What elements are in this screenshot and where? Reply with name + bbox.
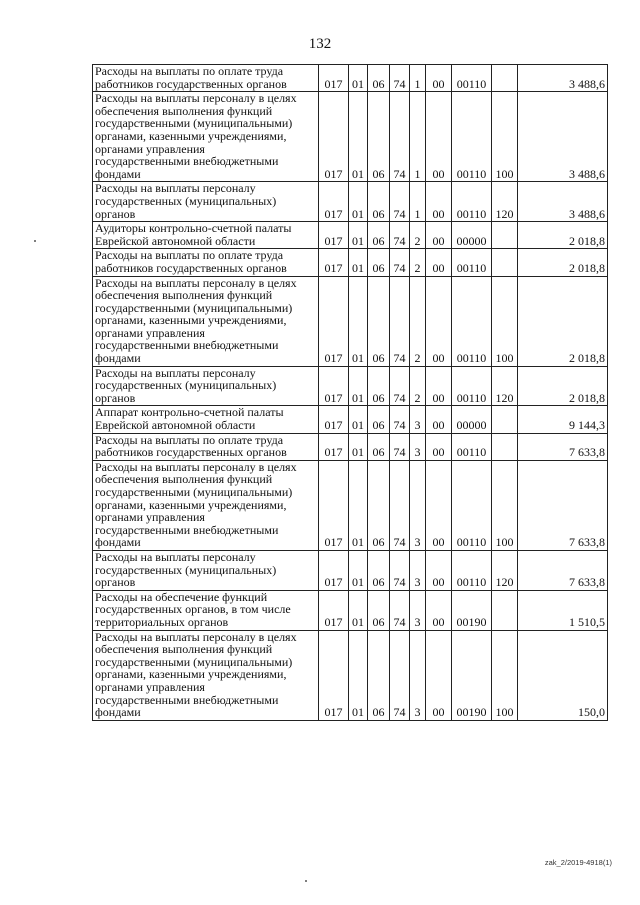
- item-name-line: органами управления: [95, 679, 205, 694]
- item-name-line: обеспечения выполнения функций: [95, 103, 273, 118]
- subprogram-cell: 1: [410, 65, 426, 92]
- margin-mark: [34, 240, 36, 242]
- item-name-line: органов: [95, 206, 136, 221]
- admin-cell: 017: [319, 366, 349, 406]
- amount-cell: 9 144,3: [518, 406, 608, 433]
- subsection-cell: 06: [368, 222, 390, 249]
- item-name-line: Расходы на выплаты по оплате труда: [95, 248, 284, 263]
- expense-type-cell: 100: [492, 276, 518, 366]
- amount-cell: 3 488,6: [518, 92, 608, 182]
- admin-cell: 017: [319, 182, 349, 222]
- admin-cell: 017: [319, 222, 349, 249]
- group-cell: 00: [426, 550, 452, 590]
- item-name-line: государственными (муниципальными): [95, 654, 293, 669]
- subsection-cell: 06: [368, 630, 390, 720]
- item-name-line: государственными внебюджетными: [95, 522, 279, 537]
- admin-cell: 017: [319, 406, 349, 433]
- amount-cell: 2 018,8: [518, 366, 608, 406]
- amount-cell: 2 018,8: [518, 249, 608, 276]
- item-name-line: органов: [95, 390, 136, 405]
- item-name-cell: [93, 406, 319, 433]
- section-cell: 01: [349, 550, 368, 590]
- section-cell: 01: [349, 222, 368, 249]
- table-row: [93, 550, 608, 590]
- item-name-line: государственных (муниципальных): [95, 193, 277, 208]
- item-name-line: обеспечения выполнения функций: [95, 642, 273, 657]
- item-name-line: Расходы на выплаты персоналу в целях: [95, 460, 297, 474]
- table-row: [93, 406, 608, 433]
- amount-cell: 1 510,5: [518, 590, 608, 630]
- group-cell: 00: [426, 406, 452, 433]
- direction-cell: 00190: [452, 630, 492, 720]
- group-cell: 00: [426, 590, 452, 630]
- subsection-cell: 06: [368, 590, 390, 630]
- admin-cell: 017: [319, 630, 349, 720]
- item-name-line: государственными (муниципальными): [95, 300, 293, 315]
- table-row: [93, 182, 608, 222]
- item-name-line: фондами: [95, 351, 141, 366]
- table-row: [93, 92, 608, 182]
- amount-cell: 150,0: [518, 630, 608, 720]
- direction-cell: 00190: [452, 590, 492, 630]
- item-name-line: Расходы на обеспечение функций: [95, 590, 268, 604]
- item-name-line: органами управления: [95, 141, 205, 156]
- expense-type-cell: [492, 65, 518, 92]
- item-name-cell: [93, 433, 319, 460]
- item-name-line: Расходы на выплаты по оплате труда: [95, 433, 284, 447]
- expense-type-cell: [492, 406, 518, 433]
- direction-cell: 00110: [452, 92, 492, 182]
- item-name-line: работников государственных органов: [95, 260, 287, 275]
- table-row: [93, 630, 608, 720]
- item-name-line: Расходы на выплаты персоналу: [95, 181, 256, 196]
- item-name-line: органов: [95, 575, 136, 590]
- item-name-cell: [93, 276, 319, 366]
- section-cell: 01: [349, 65, 368, 92]
- item-name-line: Еврейской автономной области: [95, 233, 256, 248]
- item-name-cell: [93, 92, 319, 182]
- section-cell: 01: [349, 92, 368, 182]
- direction-cell: 00110: [452, 249, 492, 276]
- item-name-line: государственными внебюджетными: [95, 338, 279, 353]
- direction-cell: 00110: [452, 182, 492, 222]
- item-name-line: органами, казенными учреждениями,: [95, 128, 287, 143]
- section-cell: 01: [349, 406, 368, 433]
- section-cell: 01: [349, 630, 368, 720]
- direction-cell: 00110: [452, 276, 492, 366]
- item-name-line: органами, казенными учреждениями,: [95, 497, 287, 512]
- group-cell: 00: [426, 630, 452, 720]
- group-cell: 00: [426, 366, 452, 406]
- group-cell: 00: [426, 460, 452, 550]
- subprogram-cell: 2: [410, 222, 426, 249]
- admin-cell: 017: [319, 276, 349, 366]
- table-body: [93, 65, 608, 721]
- item-name-line: обеспечения выполнения функций: [95, 288, 273, 303]
- item-name-line: Расходы на выплаты персоналу в целях: [95, 630, 297, 644]
- admin-cell: 017: [319, 92, 349, 182]
- subprogram-cell: 3: [410, 550, 426, 590]
- program-cell: 74: [390, 249, 410, 276]
- expense-type-cell: [492, 590, 518, 630]
- item-name-line: Расходы на выплаты персоналу: [95, 366, 256, 380]
- subprogram-cell: 3: [410, 630, 426, 720]
- section-cell: 01: [349, 460, 368, 550]
- amount-cell: 3 488,6: [518, 182, 608, 222]
- expense-type-cell: 120: [492, 550, 518, 590]
- item-name-line: обеспечения выполнения функций: [95, 472, 273, 487]
- item-name-line: государственными внебюджетными: [95, 692, 279, 707]
- expense-type-cell: 120: [492, 366, 518, 406]
- direction-cell: 00110: [452, 433, 492, 460]
- subprogram-cell: 2: [410, 366, 426, 406]
- admin-cell: 017: [319, 65, 349, 92]
- direction-cell: 00110: [452, 366, 492, 406]
- subsection-cell: 06: [368, 460, 390, 550]
- item-name-line: Расходы на выплаты персоналу в целях: [95, 276, 297, 290]
- table-row: [93, 249, 608, 276]
- subprogram-cell: 1: [410, 182, 426, 222]
- direction-cell: 00110: [452, 65, 492, 92]
- item-name-line: Еврейской автономной области: [95, 418, 256, 433]
- item-name-cell: [93, 222, 319, 249]
- program-cell: 74: [390, 92, 410, 182]
- item-name-line: органами, казенными учреждениями,: [95, 313, 287, 328]
- program-cell: 74: [390, 182, 410, 222]
- item-name-line: государственными (муниципальными): [95, 485, 293, 499]
- item-name-cell: [93, 460, 319, 550]
- subsection-cell: 06: [368, 276, 390, 366]
- amount-cell: 7 633,8: [518, 460, 608, 550]
- amount-cell: 2 018,8: [518, 222, 608, 249]
- program-cell: 74: [390, 433, 410, 460]
- program-cell: 74: [390, 366, 410, 406]
- item-name-cell: [93, 249, 319, 276]
- direction-cell: 00110: [452, 460, 492, 550]
- item-name-cell: [93, 630, 319, 720]
- item-name-line: работников государственных органов: [95, 76, 287, 91]
- margin-mark: [305, 880, 307, 882]
- item-name-line: территориальных органов: [95, 614, 229, 629]
- subsection-cell: 06: [368, 92, 390, 182]
- item-name-line: Расходы на выплаты персоналу в целях: [95, 91, 297, 106]
- budget-table: [92, 64, 608, 721]
- subprogram-cell: 2: [410, 276, 426, 366]
- program-cell: 74: [390, 222, 410, 249]
- subprogram-cell: 3: [410, 590, 426, 630]
- group-cell: 00: [426, 182, 452, 222]
- item-name-line: работников государственных органов: [95, 445, 287, 460]
- section-cell: 01: [349, 182, 368, 222]
- program-cell: 74: [390, 406, 410, 433]
- item-name-line: государственных (муниципальных): [95, 378, 277, 393]
- footer-code: zak_2/2019-4918(1): [544, 858, 612, 867]
- item-name-line: государственных (муниципальных): [95, 562, 277, 577]
- expense-type-cell: 100: [492, 630, 518, 720]
- admin-cell: 017: [319, 433, 349, 460]
- section-cell: 01: [349, 366, 368, 406]
- expense-type-cell: 100: [492, 460, 518, 550]
- table-row: [93, 366, 608, 406]
- item-name-line: Аудиторы контрольно-счетной палаты: [95, 221, 292, 236]
- group-cell: 00: [426, 92, 452, 182]
- item-name-cell: [93, 590, 319, 630]
- program-cell: 74: [390, 460, 410, 550]
- group-cell: 00: [426, 249, 452, 276]
- item-name-line: органами, казенными учреждениями,: [95, 667, 287, 682]
- group-cell: 00: [426, 222, 452, 249]
- item-name-line: органами управления: [95, 325, 205, 340]
- expense-type-cell: 100: [492, 92, 518, 182]
- item-name-line: государственных органов, в том числе: [95, 602, 291, 617]
- subprogram-cell: 2: [410, 249, 426, 276]
- group-cell: 00: [426, 65, 452, 92]
- subprogram-cell: 3: [410, 433, 426, 460]
- item-name-line: фондами: [95, 705, 141, 720]
- table-row: [93, 222, 608, 249]
- section-cell: 01: [349, 249, 368, 276]
- item-name-line: органами управления: [95, 510, 205, 525]
- subsection-cell: 06: [368, 366, 390, 406]
- page-number: 132: [308, 36, 332, 52]
- subsection-cell: 06: [368, 65, 390, 92]
- item-name-line: государственными внебюджетными: [95, 154, 279, 169]
- section-cell: 01: [349, 433, 368, 460]
- item-name-line: государственными (муниципальными): [95, 116, 293, 131]
- item-name-cell: [93, 550, 319, 590]
- program-cell: 74: [390, 630, 410, 720]
- group-cell: 00: [426, 433, 452, 460]
- program-cell: 74: [390, 550, 410, 590]
- subprogram-cell: 3: [410, 406, 426, 433]
- amount-cell: 7 633,8: [518, 550, 608, 590]
- subsection-cell: 06: [368, 550, 390, 590]
- program-cell: 74: [390, 276, 410, 366]
- direction-cell: 00000: [452, 222, 492, 249]
- amount-cell: 3 488,6: [518, 65, 608, 92]
- subsection-cell: 06: [368, 249, 390, 276]
- table-row: [93, 460, 608, 550]
- program-cell: 74: [390, 590, 410, 630]
- item-name-line: фондами: [95, 535, 141, 550]
- section-cell: 01: [349, 590, 368, 630]
- item-name-cell: [93, 182, 319, 222]
- table-row: [93, 433, 608, 460]
- admin-cell: 017: [319, 590, 349, 630]
- subprogram-cell: 1: [410, 92, 426, 182]
- item-name-cell: [93, 65, 319, 92]
- subprogram-cell: 3: [410, 460, 426, 550]
- direction-cell: 00000: [452, 406, 492, 433]
- program-cell: 74: [390, 65, 410, 92]
- expense-type-cell: 120: [492, 182, 518, 222]
- direction-cell: 00110: [452, 550, 492, 590]
- expense-type-cell: [492, 433, 518, 460]
- admin-cell: 017: [319, 550, 349, 590]
- item-name-line: Аппарат контрольно-счетной палаты: [95, 405, 284, 420]
- item-name-cell: [93, 366, 319, 406]
- admin-cell: 017: [319, 460, 349, 550]
- admin-cell: 017: [319, 249, 349, 276]
- subsection-cell: 06: [368, 406, 390, 433]
- subsection-cell: 06: [368, 433, 390, 460]
- item-name-line: Расходы на выплаты по оплате труда: [95, 64, 284, 78]
- table-row: [93, 65, 608, 92]
- table-row: [93, 276, 608, 366]
- table-row: [93, 590, 608, 630]
- group-cell: 00: [426, 276, 452, 366]
- subsection-cell: 06: [368, 182, 390, 222]
- item-name-line: Расходы на выплаты персоналу: [95, 550, 256, 564]
- item-name-line: фондами: [95, 166, 141, 181]
- expense-type-cell: [492, 249, 518, 276]
- section-cell: 01: [349, 276, 368, 366]
- expense-type-cell: [492, 222, 518, 249]
- amount-cell: 7 633,8: [518, 433, 608, 460]
- amount-cell: 2 018,8: [518, 276, 608, 366]
